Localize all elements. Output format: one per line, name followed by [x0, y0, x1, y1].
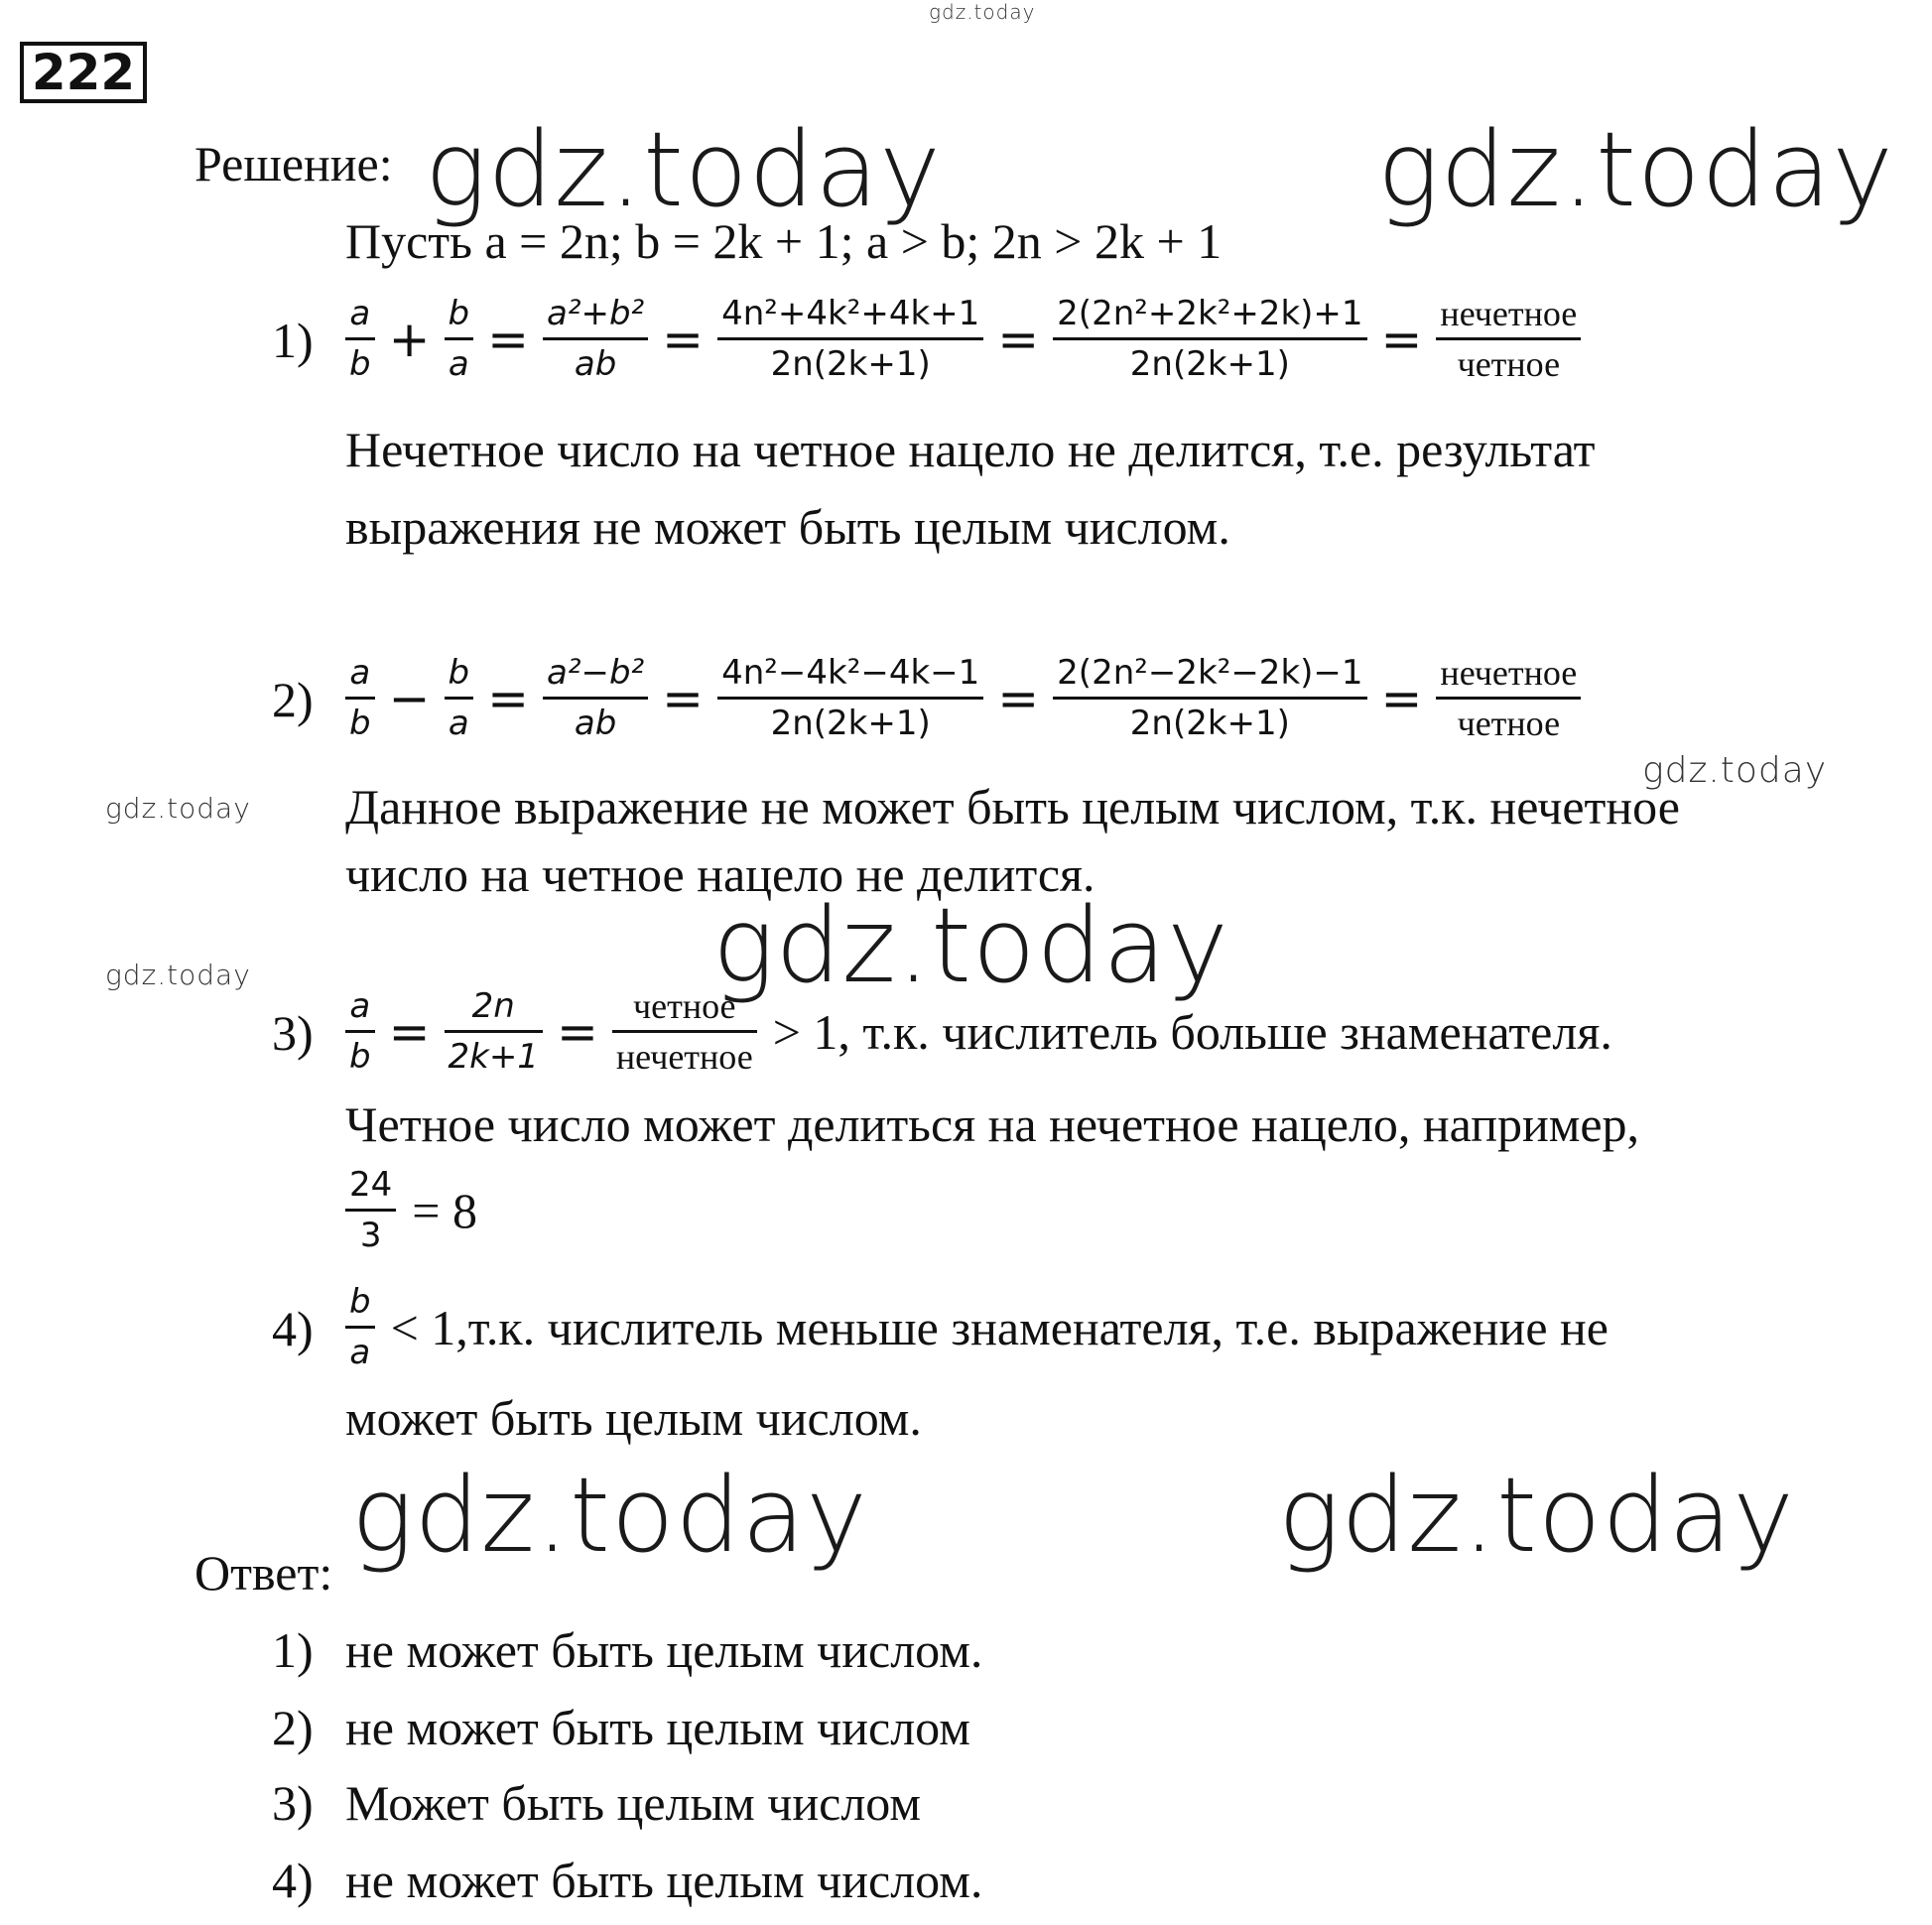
denominator: a	[349, 1333, 371, 1372]
denominator: ab	[574, 704, 617, 743]
answer-2-text: не может быть целым числом	[345, 1700, 970, 1755]
step3-equation	[337, 982, 1612, 1081]
watermark-6: gdz.today	[105, 959, 251, 991]
watermark-top: gdz.today	[929, 0, 1036, 24]
numerator: 2n	[471, 986, 515, 1026]
fraction	[345, 1161, 396, 1259]
denominator: 3	[359, 1216, 382, 1255]
numerator: a²+b²	[547, 294, 645, 333]
denominator: ab	[574, 344, 617, 384]
watermark-7: gdz.today	[351, 1455, 868, 1576]
answer-1-number: 1)	[272, 1622, 314, 1678]
watermark-8: gdz.today	[1278, 1455, 1795, 1576]
denominator: b	[349, 344, 371, 384]
equals-sign: =	[662, 310, 705, 368]
step1-equation	[337, 290, 1589, 388]
watermark-1: gdz.today	[425, 109, 942, 230]
fraction	[345, 982, 375, 1081]
fraction	[445, 649, 474, 747]
example-result: = 8	[412, 1182, 477, 1238]
fraction	[445, 290, 474, 388]
numerator: 2(2n²−2k²−2k)−1	[1057, 653, 1363, 693]
fraction	[345, 649, 375, 747]
step1-text-line1: Нечетное число на четное нацело не делится, т.е. результат	[345, 422, 1596, 477]
equals-sign: =	[1380, 310, 1423, 368]
step4-tail: < 1,т.к. числитель меньше знаменателя, т.е. выражение не	[390, 1299, 1609, 1355]
step4-number: 4)	[272, 1301, 314, 1356]
fraction	[1053, 649, 1366, 747]
watermark-4: gdz.today	[105, 792, 251, 825]
numerator: a	[349, 653, 371, 693]
step2-text-line2: число на четное нацело не делится.	[345, 846, 1095, 902]
answer-1-text: не может быть целым числом.	[345, 1622, 983, 1678]
fraction	[612, 982, 757, 1081]
step4-equation	[337, 1278, 1609, 1376]
answer-4-number: 4)	[272, 1853, 314, 1908]
fraction	[717, 290, 983, 388]
solution-label: Решение:	[194, 136, 393, 192]
numerator: b	[448, 294, 470, 333]
step1-text-line2: выражения не может быть целым числом.	[345, 499, 1230, 555]
numerator: 4n²−4k²−4k−1	[721, 653, 980, 693]
problem-number: 222	[20, 42, 147, 103]
step3-tail: > 1, т.к. числитель больше знаменателя.	[772, 1003, 1612, 1060]
step3-example	[337, 1161, 477, 1259]
fraction	[1436, 290, 1581, 388]
step2-text-line1: Данное выражение не может быть целым числом, т.к. нечетное	[345, 779, 1680, 834]
fraction	[1053, 290, 1366, 388]
answer-label: Ответ:	[194, 1545, 333, 1601]
equals-sign: =	[662, 669, 705, 727]
step3-text-line1: Четное число может делиться на нечетное нацело, например,	[345, 1096, 1640, 1152]
operator: +	[388, 310, 431, 368]
watermark-5: gdz.today	[712, 885, 1229, 1006]
equals-sign: =	[997, 669, 1040, 727]
answer-3-text: Может быть целым числом	[345, 1775, 921, 1831]
equals-sign: =	[388, 1002, 431, 1061]
numerator: четное	[633, 986, 736, 1026]
numerator: b	[448, 653, 470, 693]
step1-number: 1)	[272, 313, 314, 368]
watermark-2: gdz.today	[1377, 109, 1894, 230]
fraction	[345, 290, 375, 388]
fraction	[717, 649, 983, 747]
fraction	[345, 1278, 375, 1376]
numerator: a	[349, 294, 371, 333]
denominator: a	[448, 704, 469, 743]
equals-sign: =	[487, 310, 529, 368]
step3-number: 3)	[272, 1005, 314, 1061]
answer-2-number: 2)	[272, 1700, 314, 1755]
fraction	[543, 649, 648, 747]
numerator: b	[349, 1282, 371, 1322]
denominator: b	[349, 704, 371, 743]
numerator: a²−b²	[547, 653, 645, 693]
watermark-3: gdz.today	[1642, 750, 1828, 791]
equals-sign: =	[997, 310, 1040, 368]
numerator: 24	[349, 1165, 393, 1205]
denominator: нечетное	[615, 1037, 753, 1077]
fraction	[1436, 649, 1581, 747]
denominator: a	[448, 344, 469, 384]
equals-sign: =	[487, 669, 529, 727]
denominator: 2n(2k+1)	[1129, 704, 1290, 743]
operator: −	[388, 669, 431, 727]
numerator: 4n²+4k²+4k+1	[721, 294, 980, 333]
premise: Пусть a = 2n; b = 2k + 1; a > b; 2n > 2k + 1	[345, 213, 1223, 269]
step2-number: 2)	[272, 672, 314, 727]
denominator: четное	[1457, 704, 1561, 743]
fraction	[445, 982, 543, 1081]
denominator: 2n(2k+1)	[770, 344, 931, 384]
step2-equation	[337, 649, 1589, 747]
step4-text-line2: может быть целым числом.	[345, 1390, 922, 1446]
denominator: 2n(2k+1)	[1129, 344, 1290, 384]
numerator: a	[349, 986, 371, 1026]
denominator: 2k+1	[448, 1037, 539, 1077]
fraction	[543, 290, 648, 388]
denominator: четное	[1457, 344, 1561, 384]
answer-3-number: 3)	[272, 1775, 314, 1831]
denominator: 2n(2k+1)	[770, 704, 931, 743]
equals-sign: =	[556, 1002, 598, 1061]
numerator: нечетное	[1440, 294, 1578, 333]
denominator: b	[349, 1037, 371, 1077]
numerator: 2(2n²+2k²+2k)+1	[1057, 294, 1363, 333]
equals-sign: =	[1380, 669, 1423, 727]
numerator: нечетное	[1440, 653, 1578, 693]
answer-4-text: не может быть целым числом.	[345, 1853, 983, 1908]
